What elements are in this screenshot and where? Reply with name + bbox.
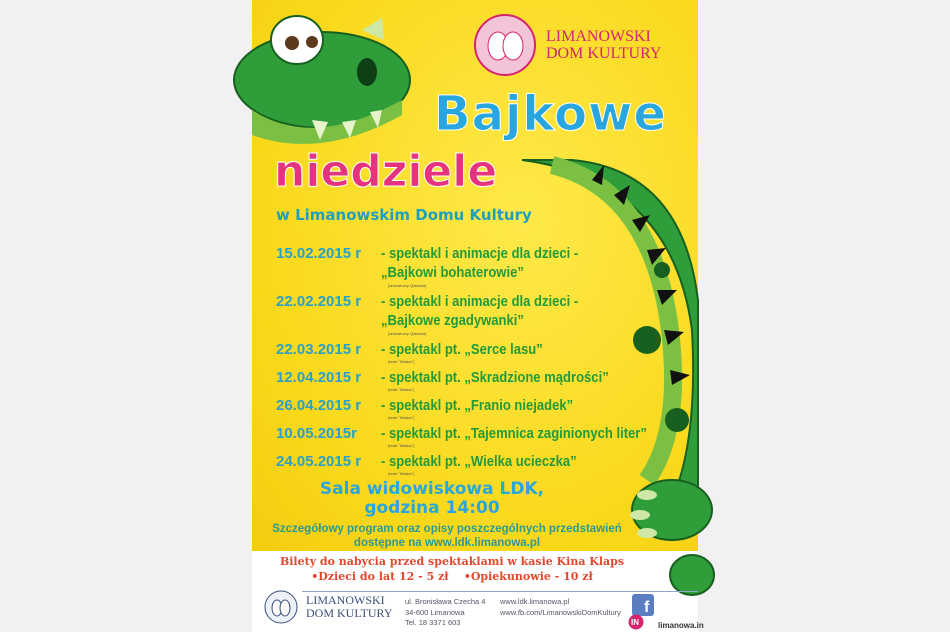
facebook-icon [628,594,656,630]
address-city: 34-600 Limanowa [405,607,465,617]
venue-line1: Sala widowiskowa LDK, [319,479,545,499]
event-note: (teatr "Maska") [388,471,415,476]
address-street: ul. Bronisława Czecha 4 [405,597,486,606]
event-desc: - spektakl pt. „Skradzione mądrości” [381,370,609,386]
event-note: (teatr "Maska") [388,359,415,364]
footer-logo-line1: LIMANOWSKI [306,593,385,607]
event-desc: - spektakl i animacje dla dzieci - [381,294,579,310]
event-date: 15.02.2015 r [276,245,362,262]
svg-text:f: f [644,599,650,616]
facebook-link: www.fb.com/LimanowskiDomKultury [500,607,621,617]
event-date: 10.05.2015r [276,425,357,442]
venue-line2: godzina 14:00 [364,498,500,518]
info-text [252,522,642,550]
event-date: 26.04.2015 r [276,397,362,414]
title-line2: niedziele [274,146,498,197]
footer-logo-line2: DOM KULTURY [306,606,393,620]
info-line1: Szczegółowy program oraz opisy poszczególnych przedstawień [272,523,622,535]
ldk-logo [470,10,661,80]
event-desc: - spektakl i animacje dla dzieci - [381,246,579,262]
event-desc: - spektakl pt. „Franio niejadek” [381,398,574,414]
event-note: (animatorzy Qaltarka) [388,331,427,336]
event-title: „Bajkowe zgadywanki” [381,313,524,329]
poster [252,0,704,632]
address [405,597,485,629]
event-date: 12.04.2015 r [276,369,362,386]
logo-line2: DOM KULTURY [546,45,662,62]
phone: Tel. 18 3371 603 [405,618,461,627]
footer-logo [262,588,393,626]
badge-text: limanowa.in [658,621,704,630]
tickets-text [252,554,652,584]
title-line1: Bajkowe [434,86,667,142]
venue-text [252,480,612,518]
event-note: (teatr "Maska") [388,415,415,420]
limanowa-in-badge [628,594,704,630]
event-desc: - spektakl pt. „Tajemnica zaginionych liter” [381,426,647,442]
website-link: www.ldk.limanowa.pl [500,597,570,606]
logo-line1: LIMANOWSKI [546,28,651,45]
event-date: 22.03.2015 r [276,341,362,358]
event-date: 24.05.2015 r [276,453,362,470]
event-date: 22.02.2015 r [276,293,362,310]
tickets-line2: •Dzieci do lat 12 - 5 zł •Opiekunowie - 10 zł [311,570,593,583]
event-note: (teatr "Maska") [388,443,415,448]
event-note: (teatr "Maska") [388,387,415,392]
subtitle: w Limanowskim Domu Kultury [276,206,532,224]
event-title: „Bajkowi bohaterowie” [381,265,524,281]
event-note: (animatorzy Qaltarka) [388,283,427,288]
info-line2: dostępne na www.ldk.limanowa.pl [353,537,541,549]
ldk-mask-icon [470,10,540,80]
event-desc: - spektakl pt. „Wielka ucieczka” [381,454,577,470]
event-desc: - spektakl pt. „Serce lasu” [381,342,543,358]
svg-text:IN: IN [631,618,639,627]
tickets-line1: Bilety do nabycia przed spektaklami w kasie Kina Klaps [279,555,625,568]
ldk-mask-icon [262,588,300,626]
web-links [500,597,621,618]
